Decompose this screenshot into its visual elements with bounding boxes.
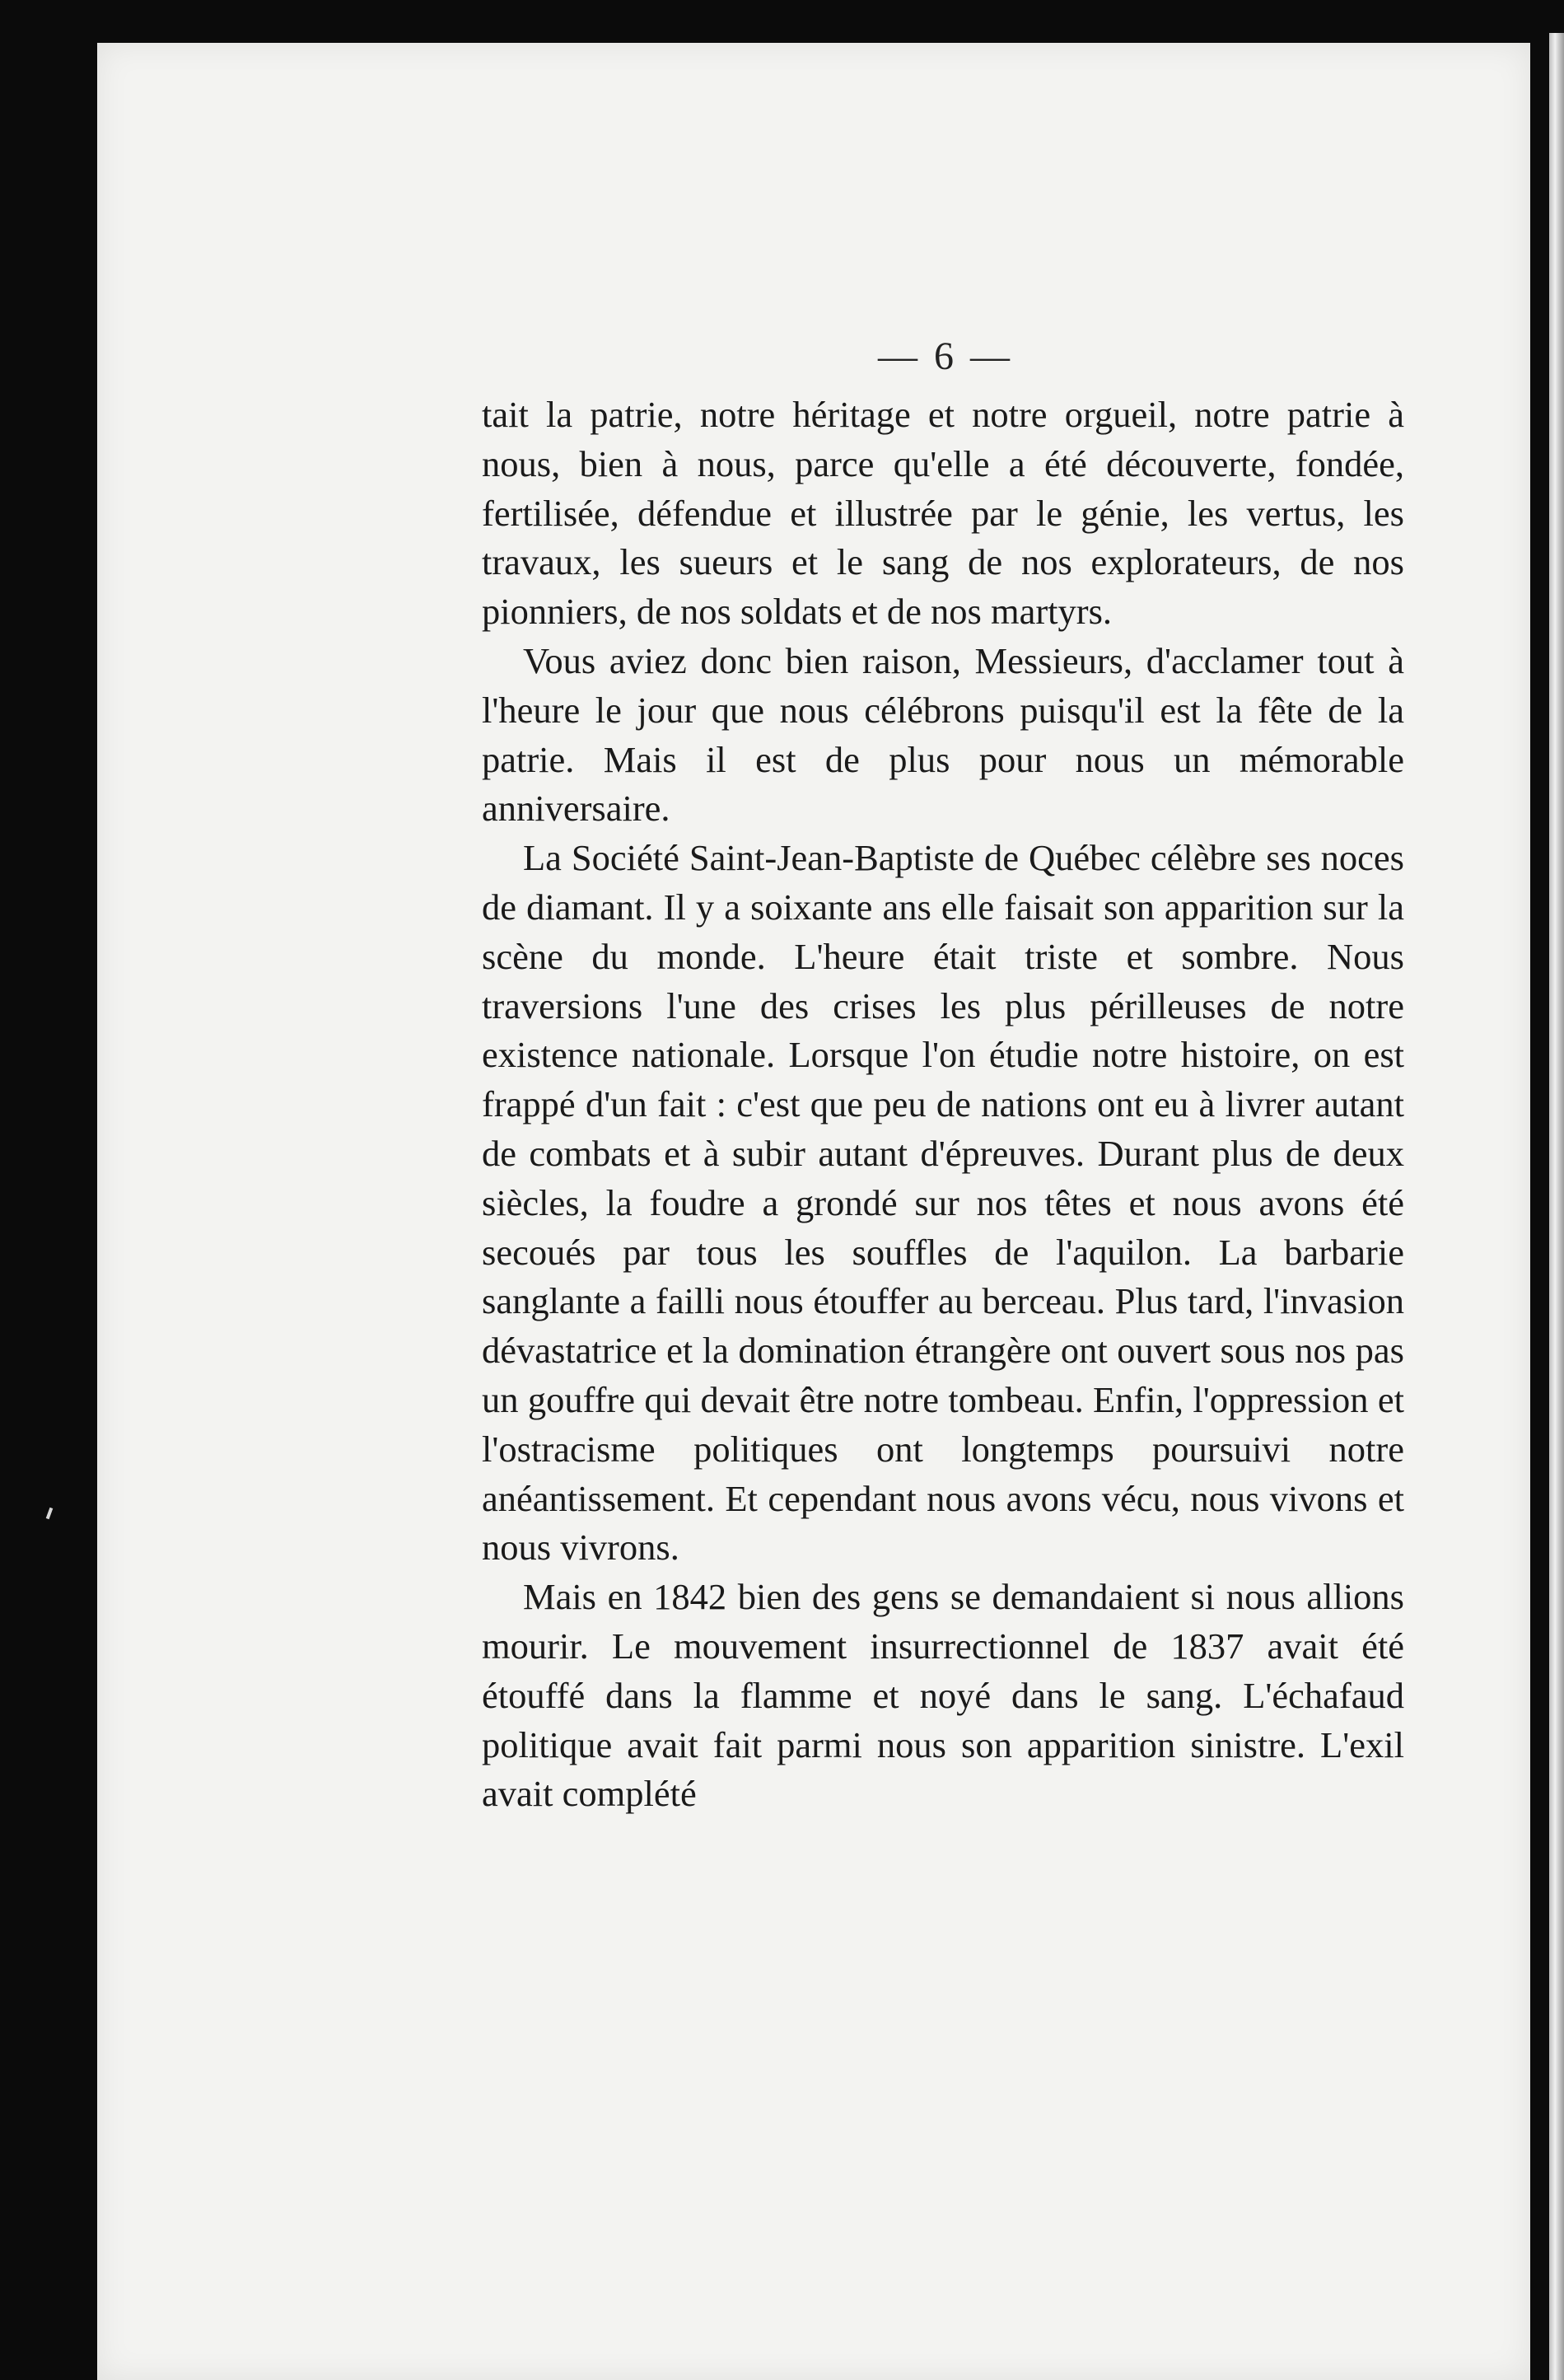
paragraph-1: tait la patrie, notre héritage et notre orgueil, notre patrie à nous, bien à nous, parce qu'elle a été découverte, fondée, fertilisée, défendue et illustrée par le génie, les vertus, les travaux, les sueurs et le sang de nos explorateurs, de nos pionniers, de nos soldats et de nos martyrs. xyxy=(482,394,1404,633)
paragraph-2: Vous aviez donc bien raison, Messieurs, d'acclamer tout à l'heure le jour que nous célébrons puisqu'il est la fête de la patrie. Mais il est de plus pour nous un mémorable anniversaire. xyxy=(482,639,1404,830)
page-edge xyxy=(1549,33,1564,2380)
paragraph-3: La Société Saint-Jean-Baptiste de Québec célèbre ses noces de diamant. Il y a soixante ans elle faisait son apparition sur la scène du monde. L'heure était triste et sombre. Nous traversions l'une des crises les plus périlleuses de notre existence nationale. Lorsque l'on étudie notre histoire, on est frappé d'un fait : c'est que peu de nations ont eu à livrer autant de combats et à subir autant d'épreuves. Durant plus de deux siècles, la foudre a grondé sur nos têtes et nous avons été secoués par tous les souffles de l'aquilon. La barbarie sanglante a failli nous étouffer au berceau. Plus tard, l'invasion dévastatrice et la domination étrangère ont ouvert sous nos pas un gouffre qui devait être notre tombeau. Enfin, l'oppression et l'ostracisme politiques ont longtemps poursuivi notre anéantissement. Et cependant nous avons vécu, nous vivons et nous vivrons. xyxy=(482,837,1404,1569)
scan-speck xyxy=(46,1508,54,1520)
body-text xyxy=(482,390,1404,1819)
page-number: — 6 — xyxy=(878,334,1013,378)
paragraph-4: Mais en 1842 bien des gens se demandaient si nous allions mourir. Le mouvement insurrectionnel de 1837 avait été étouffé dans la flamme et noyé dans le sang. L'échafaud politique avait fait parmi nous son apparition sinistre. L'exil avait complété xyxy=(482,1576,1404,1815)
